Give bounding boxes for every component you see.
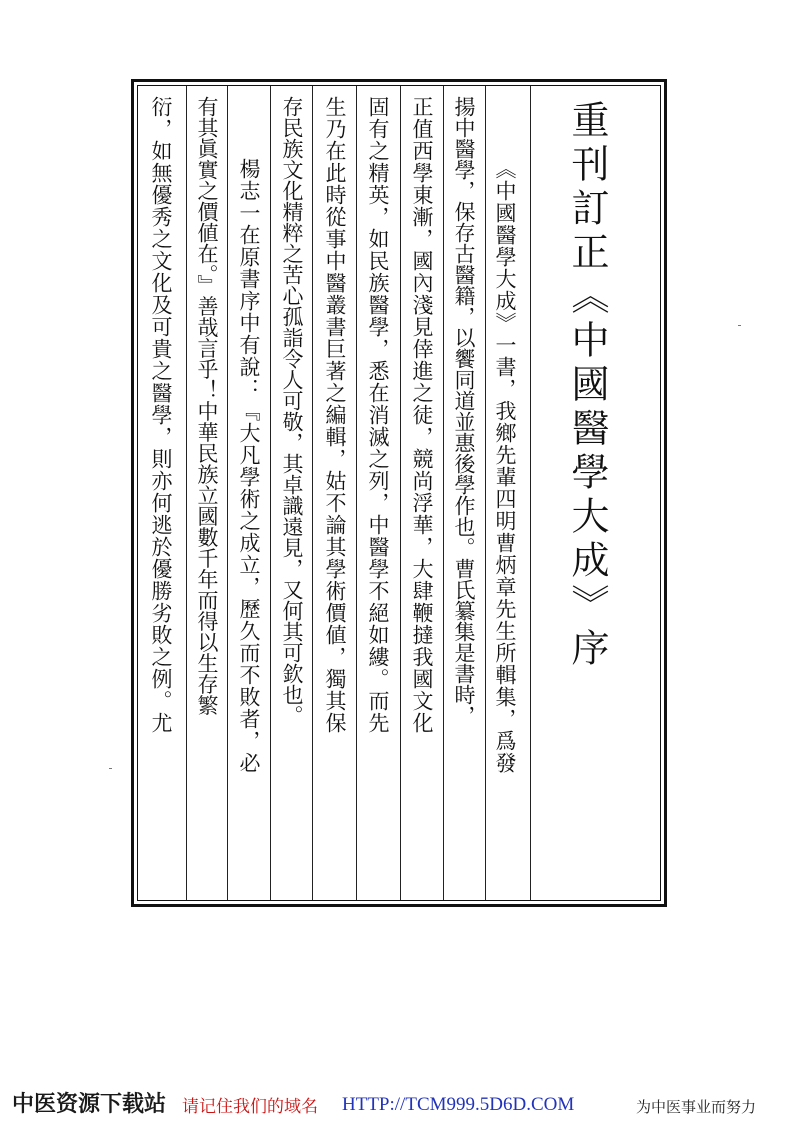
column-rule — [186, 86, 187, 900]
text-column-9: 衍，如無優秀之文化及可貴之醫學，則亦何逃於優勝劣敗之例。尤 — [149, 96, 173, 734]
page-title: 重刊訂正《中國醫學大成》序 — [565, 100, 609, 672]
footer-site-name: 中医资源下载站 — [12, 1092, 167, 1117]
footer-url-link[interactable]: HTTP://TCM999.5D6D.COM — [342, 1094, 575, 1115]
footer-bar — [0, 1090, 792, 1120]
column-rule — [270, 86, 271, 900]
text-column-2: 揚中醫學，保存古醫籍，以饗同道並惠後學作也。曹氏纂集是書時， — [452, 96, 476, 726]
footer-slogan: 为中医事业而努力 — [636, 1098, 757, 1116]
text-column-5: 生乃在此時從事中醫叢書巨著之編輯，姑不論其學術價値，獨其保 — [323, 96, 347, 734]
text-column-8: 有其眞實之價値在。』善哉言乎！中華民族立國數千年而得以生存繁 — [195, 96, 219, 716]
footer-reminder: 请记住我们的域名 — [182, 1097, 318, 1117]
text-column-4: 固有之精英，如民族醫學，悉在消滅之列，中醫學不絕如縷。而先 — [366, 96, 390, 734]
column-rule — [443, 86, 444, 900]
column-rule — [312, 86, 313, 900]
text-column-1: 《中國醫學大成》一書，我鄉先輩四明曹炳章先生所輯集，爲發 — [493, 158, 517, 774]
text-column-7: 楊志一在原書序中有說：『大凡學術之成立，歷久而不敗者，必 — [237, 158, 261, 774]
scan-speck — [738, 325, 741, 326]
column-rule — [356, 86, 357, 900]
column-rule — [485, 86, 486, 900]
text-column-3: 正值西學東漸，國內淺見倖進之徒，競尚浮華，大肆鞭撻我國文化 — [410, 96, 434, 734]
column-rule — [400, 86, 401, 900]
scan-speck — [109, 768, 112, 769]
column-rule — [530, 86, 531, 900]
column-rule — [227, 86, 228, 900]
text-column-6: 存民族文化精粹之苦心孤詣令人可敬，其卓識遠見，又何其可欽也。 — [280, 96, 304, 726]
